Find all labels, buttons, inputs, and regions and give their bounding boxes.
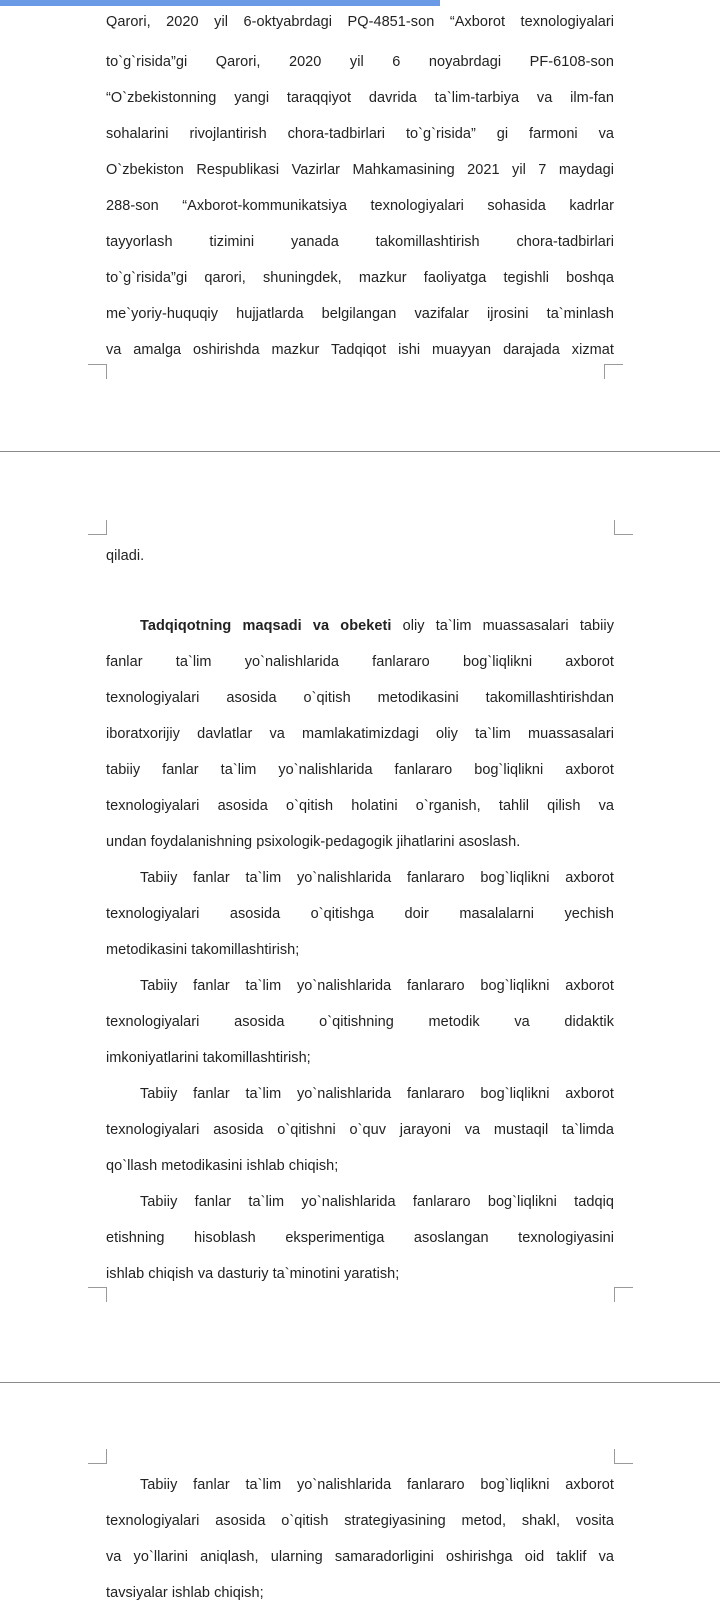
text-line: O`zbekiston Respublikasi Vazirlar Mahkamasining 2021 yil 7 maydagi xyxy=(106,162,614,178)
text-line: to`g`risida”gi qarori, shuningdek, mazkur faoliyatga tegishli boshqa xyxy=(106,270,614,286)
text-line: texnologiyalari asosida o`qitishni o`quv jarayoni va mustaqil ta`limda xyxy=(106,1122,614,1138)
text-line: undan foydalanishning psixologik-pedagogik jihatlarini asoslash. xyxy=(106,834,521,850)
text-line: iboratxorijiy davlatlar va mamlakatimizdagi oliy ta`lim muassasalari xyxy=(106,726,614,742)
text-line: tabiiy fanlar ta`lim yo`nalishlarida fanlararo bog`liqlikni axborot xyxy=(106,762,614,778)
text-line: Tabiiy fanlar ta`lim yo`nalishlarida fanlararo bog`liqlikni tadqiq xyxy=(140,1194,614,1210)
margin-corner-mark xyxy=(604,364,623,379)
text-line: sohalarini rivojlantirish chora-tadbirlari to`g`risida” gi farmoni va xyxy=(106,126,614,142)
text-line: tavsiyalar ishlab chiqish; xyxy=(106,1585,264,1601)
text-line: fanlar ta`lim yo`nalishlarida fanlararo bog`liqlikni axborot xyxy=(106,654,614,670)
text-line: imkoniyatlarini takomillashtirish; xyxy=(106,1050,311,1066)
text-line: texnologiyalari asosida o`qitishga doir masalalarni yechish xyxy=(106,906,614,922)
heading-rest-text: oliy ta`lim muassasalari tabiiy xyxy=(391,618,615,634)
page-separator xyxy=(0,1382,720,1383)
page-separator xyxy=(0,451,720,452)
text-line: texnologiyalari asosida o`qitishning metodik va didaktik xyxy=(106,1014,614,1030)
margin-corner-mark xyxy=(88,1449,107,1464)
section-heading-line xyxy=(140,616,614,636)
text-line: tayyorlash tizimini yanada takomillashtirish chora-tadbirlari xyxy=(106,234,614,250)
text-line: 288-son “Axborot-kommunikatsiya texnologiyalari sohasida kadrlar xyxy=(106,198,614,214)
text-line: qiladi. xyxy=(106,548,145,564)
text-line: texnologiyalari asosida o`qitish strategiyasining metod, shakl, vosita xyxy=(106,1513,614,1529)
margin-corner-mark xyxy=(614,520,633,535)
text-line: Tabiiy fanlar ta`lim yo`nalishlarida fanlararo bog`liqlikni axborot xyxy=(140,1086,614,1102)
text-line: texnologiyalari asosida o`qitish metodikasini takomillashtirishdan xyxy=(106,690,614,706)
text-line: Tabiiy fanlar ta`lim yo`nalishlarida fanlararo bog`liqlikni axborot xyxy=(140,978,614,994)
text-line: va amalga oshirishda mazkur Tadqiqot ishi muayyan darajada xizmat xyxy=(106,342,614,358)
text-line: Tabiiy fanlar ta`lim yo`nalishlarida fanlararo bog`liqlikni axborot xyxy=(140,1477,614,1493)
margin-corner-mark xyxy=(88,520,107,535)
text-line: va yo`llarini aniqlash, ularning samaradorligini oshirishga oid taklif va xyxy=(106,1549,614,1565)
text-line: to`g`risida”gi Qarori, 2020 yil 6 noyabrdagi PF-6108-son xyxy=(106,54,614,70)
text-line: “O`zbekistonning yangi taraqqiyot davrida ta`lim-tarbiya va ilm-fan xyxy=(106,90,614,106)
margin-corner-mark xyxy=(614,1449,633,1464)
text-line: qo`llash metodikasini ishlab chiqish; xyxy=(106,1158,339,1174)
text-line: Tabiiy fanlar ta`lim yo`nalishlarida fanlararo bog`liqlikni axborot xyxy=(140,870,614,886)
text-line: metodikasini takomillashtirish; xyxy=(106,942,300,958)
text-line: Qarori, 2020 yil 6-oktyabrdagi PQ-4851-son “Axborot texnologiyalari xyxy=(106,14,614,30)
margin-corner-mark xyxy=(88,364,107,379)
scroll-progress-bar xyxy=(0,0,440,6)
heading-bold-text: Tadqiqotning maqsadi va obeketi xyxy=(140,618,392,634)
text-line: etishning hisoblash eksperimentiga asoslangan texnologiyasini xyxy=(106,1230,614,1246)
text-line: texnologiyalari asosida o`qitish holatini o`rganish, tahlil qilish va xyxy=(106,798,614,814)
margin-corner-mark xyxy=(614,1287,633,1302)
text-line: ishlab chiqish va dasturiy ta`minotini yaratish; xyxy=(106,1266,400,1282)
text-line: me`yoriy-huquqiy hujjatlarda belgilangan vazifalar ijrosini ta`minlash xyxy=(106,306,614,322)
margin-corner-mark xyxy=(88,1287,107,1302)
